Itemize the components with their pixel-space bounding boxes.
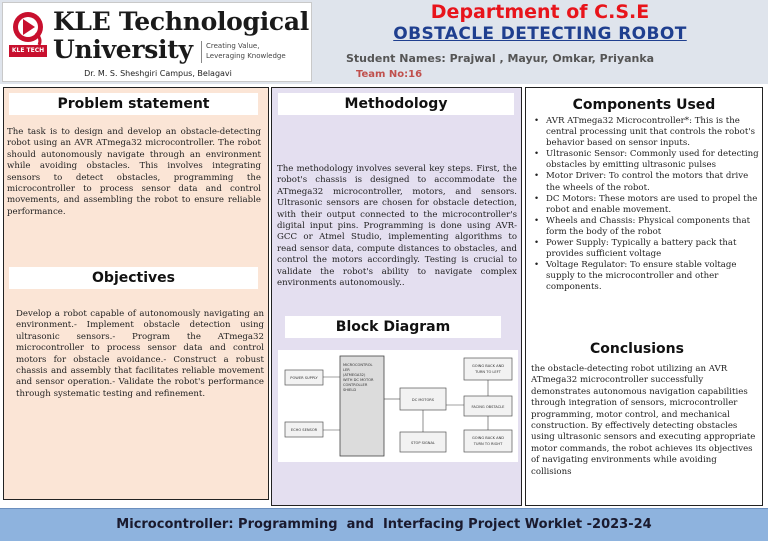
- university-tagline: [206, 41, 286, 61]
- component-item: • Motor Driver: To control the motors that drive the wheels of the robot.: [534, 171, 760, 193]
- problem-statement-heading: Problem statement: [9, 93, 258, 115]
- tagline-line1: Creating Value,: [206, 42, 260, 50]
- bd-facing-obstacle-label: FACING OBSTACLE: [471, 405, 505, 409]
- team-number: Team No:16: [356, 69, 423, 80]
- kle-tech-badge: KLE TECH: [9, 45, 47, 57]
- bd-echo-sensor-label: ECHO SENSOR: [290, 428, 318, 432]
- component-item: • Wheels and Chassis: Physical components that form the body of the robot: [534, 216, 760, 238]
- block-diagram-heading: Block Diagram: [285, 316, 501, 338]
- component-item: • DC Motors: These motors are used to propel the robot and enable movement.: [534, 194, 760, 216]
- components-list: [534, 116, 760, 294]
- tagline-divider: [201, 41, 202, 63]
- project-title: OBSTACLE DETECTING ROBOT: [393, 24, 687, 44]
- conclusions-text: the obstacle-detecting robot utilizing an AVR ATmega32 microcontroller successfully demonstrates autonomous navigation capabilities through integration of sensors, microcontroller programming, motor control, and mechanical construction. By effectively detecting obstacles using ultrasonic sensors and executing appropriate motor commands, the robot achieves its objectives of navigating environments while avoiding collisions: [531, 364, 756, 477]
- bd-mc-line4: WITH DC MOTOR: [343, 378, 374, 382]
- bd-go-left-box: [464, 358, 512, 380]
- campus-name: Dr. M. S. Sheshgiri Campus, Belagavi: [84, 69, 232, 78]
- components-heading: Components Used: [530, 95, 758, 115]
- block-diagram: [278, 350, 518, 462]
- student-names: Student Names: Prajwal , Mayur, Omkar, Priyanka: [346, 52, 655, 65]
- university-logo-block: [2, 2, 312, 82]
- methodology-heading: Methodology: [278, 93, 514, 115]
- bd-mc-line2: LER: [343, 368, 350, 372]
- bd-go-left-line2: TURN TO LEFT: [475, 370, 501, 374]
- bd-stop-signal-label: STOP SIGNAL: [411, 441, 435, 445]
- component-item: • Voltage Regulator: To ensure stable voltage supply to the microcontroller and other components.: [534, 260, 760, 293]
- bd-mc-line6: SHIELD: [343, 388, 357, 392]
- department-title: Department of C.S.E: [430, 1, 650, 23]
- poster-header: [0, 0, 768, 84]
- bd-mc-line1: MICROCONTROL: [343, 363, 373, 367]
- block-diagram-svg: [278, 350, 518, 462]
- bd-go-right-line1: GOING BACK AND: [471, 436, 505, 440]
- objectives-text: Develop a robot capable of autonomously navigating an environment.- Implement obstacle detection using ultrasonic sensors.- Program the ATmega32 microcontroller to process sensor data and control motors for obstacle avoidance.- Construct a robust chassis and assembly that facilitates reliable movement and sensor operation.- Validate the robot's performance through systematic testing and refinement.: [16, 309, 264, 399]
- objectives-heading: Objectives: [9, 267, 258, 289]
- bd-go-right-box: [464, 430, 512, 452]
- tagline-line2: Leveraging Knowledge: [206, 52, 286, 60]
- university-name-line2: University: [53, 35, 193, 64]
- bd-go-right-line2: TURN TO RIGHT: [473, 442, 503, 446]
- bd-mc-line5: CONTROLLER: [343, 383, 368, 387]
- problem-statement-text: The task is to design and develop an obstacle-detecting robot using an AVR ATmega32 microcontroller. The robot should autonomously navigate through an environment while avoiding obstacles. This involves integrating sensors to detect obstacles, programming the microcontroller to process sensor data and control movements, and assembling the robot to ensure reliable performance.: [7, 127, 261, 217]
- methodology-text: The methodology involves several key steps. First, the robot's chassis is designed to accommodate the ATmega32 microcontroller, motors, and sensors. Ultrasonic sensors are chosen for obstacle detection, with their output connected to the microcontroller's digital input pins. Programming is done using AVR-GCC or Atmel Studio, implementing algorithms to read sensor data, compute distances to obstacles, and control the motors accordingly. Testing is crucial to validate the robot's ability to navigate complex environments autonomously..: [277, 164, 517, 289]
- bd-mc-line3: (ATMEGA32): [343, 373, 366, 377]
- bd-go-left-line1: GOING BACK AND: [471, 364, 505, 368]
- poster-footer: Microcontroller: Programming and Interfacing Project Worklet -2023-24: [0, 508, 768, 541]
- component-item: • Ultrasonic Sensor: Commonly used for detecting obstacles by emitting ultrasonic pulses: [534, 149, 760, 171]
- university-name-line1: KLE Technological: [53, 7, 309, 36]
- conclusions-heading: Conclusions: [530, 339, 744, 359]
- bd-power-supply-label: POWER SUPPLY: [290, 376, 318, 380]
- component-item: • AVR ATmega32 Microcontroller*: This is the central processing unit that controls the robot's behavior based on sensor inputs.: [534, 116, 760, 149]
- component-item: • Power Supply: Typically a battery pack that provides sufficient voltage: [534, 238, 760, 260]
- bd-dc-motors-label: DC MOTORS: [411, 398, 435, 402]
